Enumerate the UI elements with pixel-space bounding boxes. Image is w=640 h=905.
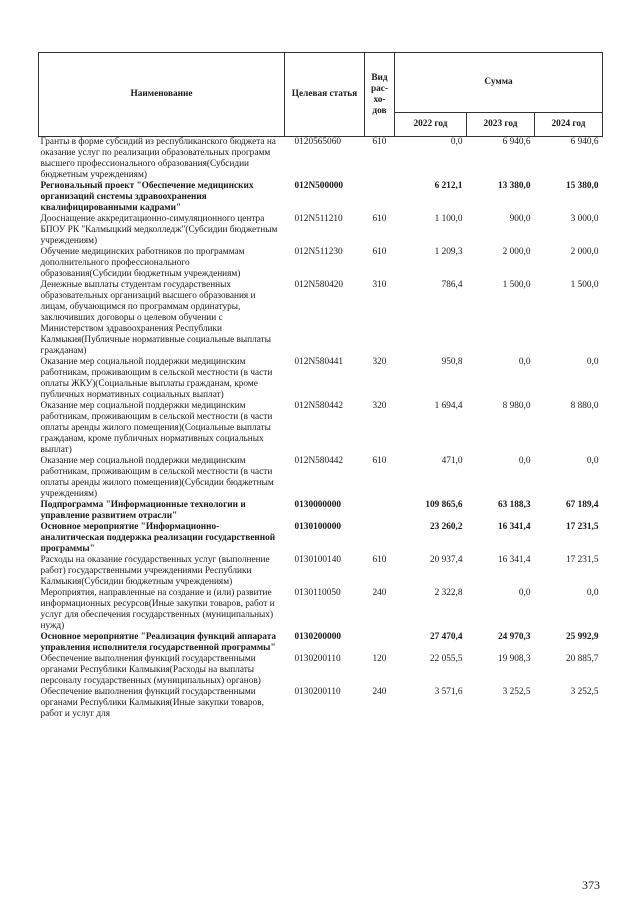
row-amount-2022: 27 470,4 [429,632,463,642]
row-amount-2022: 2 322,8 [434,588,463,598]
table-row [39,456,603,500]
row-expense-type: 320 [372,357,387,367]
row-name: Денежные выплаты студентам государственных образовательных организаций высшего образования и лицам, обучающимся по программам ординатуры, заключивших договоры о целевом обучении с Министерством здравоохранения Республики Калмыкия(Публичные нормативные социальные выплаты гражданам) [40,280,271,356]
row-amount-2024: 15 380,0 [565,181,599,191]
header-name: Наименование [39,53,285,137]
row-amount-2023: 24 970,3 [497,632,531,642]
row-amount-2022: 22 055,5 [429,654,463,664]
row-name: Подпрограмма "Информационные технологии и управление развитием отрасли" [40,500,246,521]
row-expense-type: 310 [372,280,387,290]
row-expense-type: 610 [372,456,387,466]
row-amount-2023: 8 980,0 [502,401,531,411]
row-target-article: 012N511230 [294,247,343,257]
row-name: Региональный проект "Обеспечение медицинских организаций системы здравоохранения квалифицированными кадрами" [40,181,254,213]
row-amount-2023: 0,0 [518,456,531,466]
row-expense-type [365,181,395,214]
row-expense-type [365,500,395,522]
row-name: Обеспечение выполнения функций государственными органами Республики Калмыкия(Иные закупки товаров, работ и услуг для [40,687,264,719]
row-amount-2023: 1 500,0 [502,280,531,290]
row-name: Мероприятия, направленные на создание и (или) развитие информационных ресурсов(Иные закупки товаров, работ и услуг для обеспечения государственных (муниципальных) нужд) [40,588,275,631]
row-amount-2024: 67 189,4 [565,500,599,510]
row-name: Гранты в форме субсидий из республиканского бюджета на оказание услуг по реализации образовательных программ высшего профессионального образования(Субсидии бюджетным учреждениям) [40,137,276,180]
table-row [39,181,603,214]
header-year-2024: 2024 год [535,113,603,137]
row-name: Оказание мер социальной поддержки медицинским работникам, проживающим в сельской местности (в части оплаты аренды жилого помещения)(Социальные выплаты гражданам, кроме публичных нормативных социальных выплат) [40,401,273,455]
row-target-article: 012N511210 [294,214,343,224]
table-row [39,401,603,456]
row-target-article: 0130200110 [294,654,341,664]
row-amount-2024: 3 252,5 [570,687,599,697]
row-amount-2024: 8 880,0 [570,401,599,411]
row-amount-2022: 23 260,2 [429,522,463,532]
table-body [39,137,603,721]
row-amount-2023: 2 000,0 [502,247,531,257]
row-expense-type: 240 [372,687,387,697]
row-target-article: 0130100000 [294,522,341,532]
row-amount-2022: 950,8 [441,357,463,367]
row-amount-2024: 20 885,7 [565,654,599,664]
table-row [39,588,603,632]
row-expense-type: 610 [372,214,387,224]
row-expense-type [365,522,395,555]
row-expense-type: 320 [372,401,387,411]
row-amount-2024: 25 992,9 [565,632,599,642]
row-name: Оказание мер социальной поддержки медицинским работникам, проживающим в сельской местности (в части оплаты ЖКУ)(Социальные выплаты гражданам, кроме публичных нормативных социальных выплат) [40,357,273,400]
row-name: Основное мероприятие "Реализация функций аппарата управления исполнителя государственной программы" [40,632,277,653]
row-target-article: 0130110050 [294,588,341,598]
table-row [39,632,603,654]
row-amount-2023: 19 908,3 [497,654,531,664]
row-amount-2024: 6 940,6 [570,137,599,147]
table-row [39,137,603,182]
row-target-article: 0130200110 [294,687,341,697]
row-target-article: 012N580441 [294,357,344,367]
header-year-2023: 2023 год [467,113,535,137]
row-expense-type: 120 [372,654,387,664]
row-amount-2022: 109 865,6 [425,500,463,510]
row-amount-2023: 0,0 [518,588,531,598]
table-row [39,555,603,588]
row-amount-2022: 1 209,3 [434,247,463,257]
budget-sheet [38,52,602,720]
row-target-article: 012N580442 [294,401,344,411]
row-expense-type: 240 [372,588,387,598]
budget-table [38,52,603,720]
table-row [39,214,603,247]
row-amount-2022: 1 100,0 [434,214,463,224]
row-amount-2024: 3 000,0 [570,214,599,224]
row-name: Обучение медицинских работников по программам дополнительного профессионального образования(Субсидии бюджетным учреждениям) [40,247,245,279]
table-row [39,522,603,555]
table-row [39,500,603,522]
row-name: Дооснащение аккредитационно-симуляционного центра БПОУ РК "Калмыцкий медколледж"(Субсидии бюджетным учреждениям) [40,214,278,246]
row-expense-type [365,632,395,654]
row-name: Основное мероприятие "Информационно-аналитическая поддержка реализации государственной программы" [40,522,276,554]
row-amount-2024: 0,0 [586,357,599,367]
row-target-article: 0130100140 [294,555,341,565]
row-expense-type: 610 [372,137,387,147]
row-amount-2022: 6 212,1 [434,181,463,191]
row-name: Оказание мер социальной поддержки медицинским работникам, проживающим в сельской местности (в части оплаты аренды жилого помещения)(Субсидии бюджетным учреждениям) [40,456,274,499]
row-name: Обеспечение выполнения функций государственными органами Республики Калмыкия(Расходы на выплаты персоналу государственных (муниципальных) органов) [40,654,261,686]
row-amount-2024: 0,0 [586,456,599,466]
header-target-article: Целевая статья [285,53,365,137]
row-amount-2022: 0,0 [450,137,463,147]
row-target-article: 0130000000 [294,500,341,510]
row-name: Расходы на оказание государственных услуг (выполнение работ) государственными учреждениями Республики Калмыкия(Субсидии бюджетным учреждениям) [40,555,270,587]
row-target-article: 012N580442 [294,456,344,466]
row-amount-2022: 1 694,4 [434,401,463,411]
row-amount-2024: 17 231,5 [565,522,599,532]
row-amount-2022: 20 937,4 [429,555,463,565]
row-amount-2022: 471,0 [441,456,463,466]
row-amount-2023: 63 188,3 [497,500,531,510]
row-amount-2023: 0,0 [518,357,531,367]
table-row [39,247,603,280]
row-amount-2022: 3 571,6 [434,687,463,697]
table-row [39,687,603,720]
header-expense-type: Вид рас-хо-дов [365,53,395,137]
row-amount-2023: 900,0 [509,214,531,224]
row-target-article: 0130200000 [294,632,341,642]
row-amount-2022: 786,4 [441,280,463,290]
row-amount-2024: 0,0 [586,588,599,598]
row-amount-2024: 2 000,0 [570,247,599,257]
page-number: 373 [582,878,600,892]
header-sum: Сумма [395,53,603,113]
row-target-article: 012N580420 [294,280,344,290]
row-target-article: 012N500000 [294,181,344,191]
row-amount-2023: 13 380,0 [497,181,531,191]
table-row [39,357,603,401]
row-amount-2023: 6 940,6 [502,137,531,147]
row-amount-2024: 17 231,5 [565,555,599,565]
row-amount-2023: 16 341,4 [497,555,531,565]
header-year-2022: 2022 год [395,113,467,137]
row-amount-2024: 1 500,0 [570,280,599,290]
row-amount-2023: 16 341,4 [497,522,531,532]
row-target-article: 0120565060 [294,137,341,147]
row-amount-2023: 3 252,5 [502,687,531,697]
table-row [39,280,603,357]
table-row [39,654,603,687]
row-expense-type: 610 [372,555,387,565]
row-expense-type: 610 [372,247,387,257]
